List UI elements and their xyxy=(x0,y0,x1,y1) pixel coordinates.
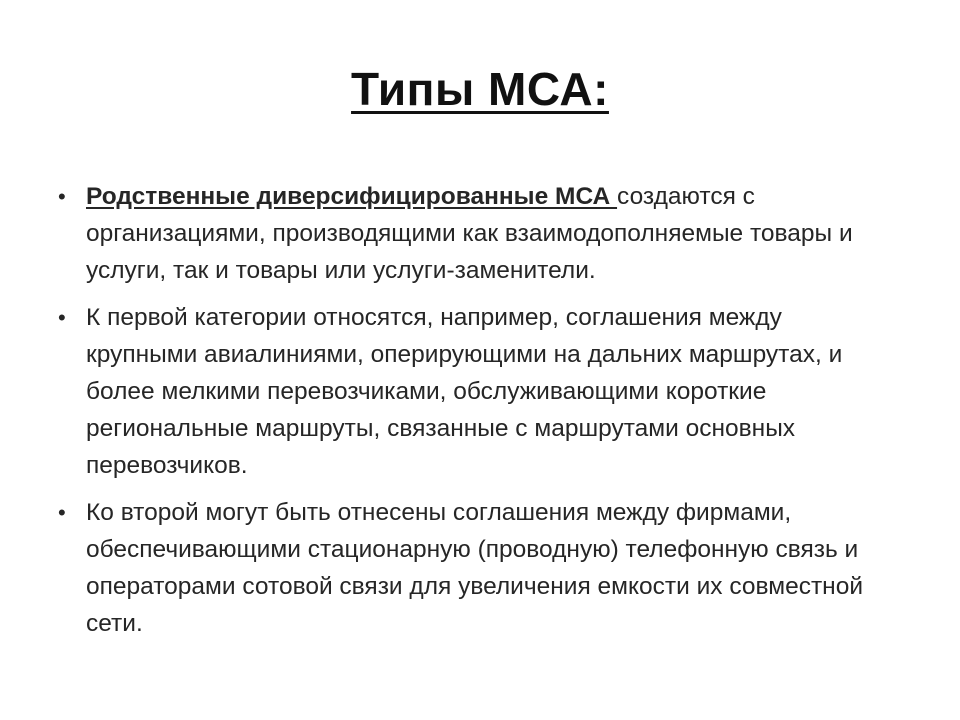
bullet-text: К первой категории относятся, например, соглашения между крупными авиалиниями, оперирующими на дальних маршрутах, и более мелкими перевозчиками, обслуживающими короткие региональные маршруты, связанные с маршрутами основных перевозчиков. xyxy=(86,304,843,479)
bullet-item xyxy=(58,299,898,484)
bullet-item xyxy=(58,494,898,642)
bullet-list xyxy=(58,178,898,652)
bullet-text: создаются с организациями, производящими как взаимодополняемые товары и услуги, так и товары или услуги-заменители. xyxy=(86,183,853,284)
bullet-dot-icon: • xyxy=(58,305,66,330)
slide-title: Типы МСА: xyxy=(351,63,609,115)
bullet-emphasis: Родственные диверсифицированные МСА xyxy=(86,183,618,210)
bullet-text: Ко второй могут быть отнесены соглашения между фирмами, обеспечивающими стационарную (проводную) телефонную связь и операторами сотовой связи для увеличения емкости их совместной сети. xyxy=(86,499,864,637)
bullet-dot-icon: • xyxy=(58,500,66,525)
bullet-item xyxy=(58,178,898,289)
bullet-dot-icon: • xyxy=(58,184,66,209)
